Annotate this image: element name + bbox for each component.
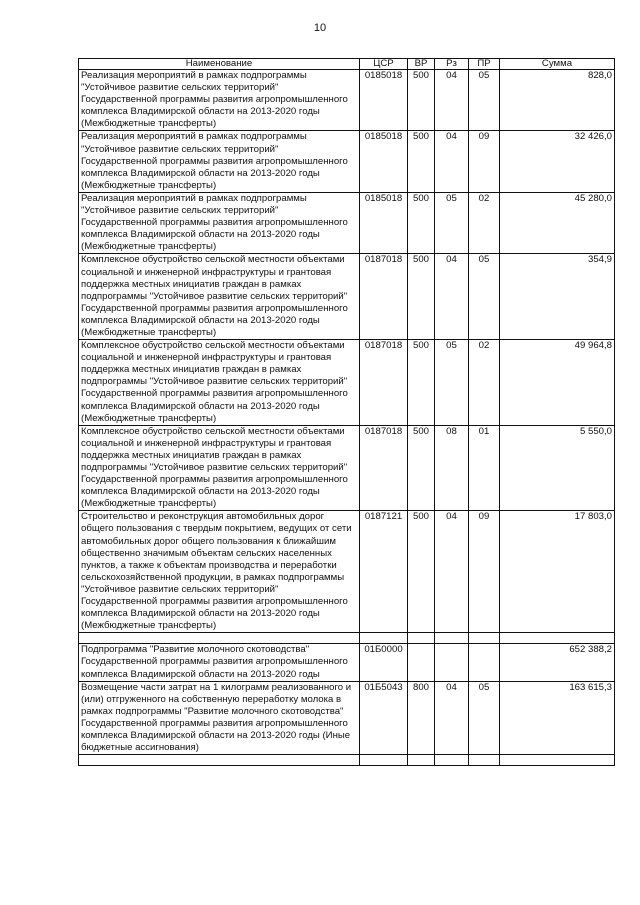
table-row bbox=[79, 70, 615, 131]
empty-cell bbox=[469, 633, 500, 644]
row-pr: 05 bbox=[469, 70, 500, 131]
row-name: Реализация мероприятий в рамках подпрограммы "Устойчивое развитие сельских территорий" Государственной программы развития агропромышленного комплекса Владимирской области на 2013-2020 годы (Межбюджетные трансферты) bbox=[79, 70, 360, 131]
header-pr: ПР bbox=[469, 59, 500, 70]
row-sum: 17 803,0 bbox=[500, 511, 615, 633]
empty-cell bbox=[469, 755, 500, 766]
row-sum: 354,9 bbox=[500, 254, 615, 340]
empty-row bbox=[79, 633, 615, 644]
table-row bbox=[79, 340, 615, 426]
row-pr: 09 bbox=[469, 511, 500, 633]
row-pr: 01 bbox=[469, 425, 500, 511]
row-name: Комплексное обустройство сельской местности объектами социальной и инженерной инфраструктуры и грантовая поддержка местных инициатив граждан в рамках подпрограммы "Устойчивое развитие сельских территорий" Государственной программы развития агропромышленного комплекса Владимирской области на 2013-2020 годы (Межбюджетные трансферты) bbox=[79, 340, 360, 426]
table-row bbox=[79, 511, 615, 633]
row-rz: 08 bbox=[435, 425, 469, 511]
row-vr: 500 bbox=[408, 425, 435, 511]
budget-table bbox=[78, 58, 615, 766]
row-csr: 0185018 bbox=[360, 192, 408, 253]
empty-cell bbox=[408, 633, 435, 644]
header-sum: Сумма bbox=[500, 59, 615, 70]
row-vr: 500 bbox=[408, 511, 435, 633]
row-vr: 800 bbox=[408, 681, 435, 755]
header-csr: ЦСР bbox=[360, 59, 408, 70]
row-rz: 04 bbox=[435, 681, 469, 755]
row-rz bbox=[435, 644, 469, 681]
empty-cell bbox=[500, 755, 615, 766]
row-csr: 0187121 bbox=[360, 511, 408, 633]
table-row bbox=[79, 192, 615, 253]
empty-cell bbox=[408, 755, 435, 766]
empty-cell bbox=[435, 755, 469, 766]
row-rz: 04 bbox=[435, 511, 469, 633]
row-name: Строительство и реконструкция автомобильных дорог общего пользования с твердым покрытием, ведущих от сети автомобильных дорог общего пользования к ближайшим общественно значимым объектам сельских населенных пунктов, а также к объектам производства и переработки сельскохозяйственной продукции, в рамках подпрограммы "Устойчивое развитие сельских территорий" Государственной программы развития агропромышленного комплекса Владимирской области на 2013-2020 годы (Межбюджетные трансферты) bbox=[79, 511, 360, 633]
row-name: Реализация мероприятий в рамках подпрограммы "Устойчивое развитие сельских территорий" Государственной программы развития агропромышленного комплекса Владимирской области на 2013-2020 годы (Межбюджетные трансферты) bbox=[79, 131, 360, 192]
row-rz: 04 bbox=[435, 254, 469, 340]
row-pr: 05 bbox=[469, 254, 500, 340]
empty-cell bbox=[435, 633, 469, 644]
row-csr: 0187018 bbox=[360, 254, 408, 340]
header-vr: ВР bbox=[408, 59, 435, 70]
page-number: 10 bbox=[313, 22, 327, 34]
empty-cell bbox=[79, 755, 360, 766]
row-csr: 01Б0000 bbox=[360, 644, 408, 681]
row-csr: 0185018 bbox=[360, 131, 408, 192]
row-vr: 500 bbox=[408, 254, 435, 340]
row-sum: 5 550,0 bbox=[500, 425, 615, 511]
table-header-row bbox=[79, 59, 615, 70]
row-sum: 828,0 bbox=[500, 70, 615, 131]
row-vr: 500 bbox=[408, 70, 435, 131]
row-name: Возмещение части затрат на 1 килограмм реализованного и (или) отгруженного на собственную переработку молока в рамках подпрограммы "Развитие молочного скотоводства" Государственной программы развития агропромышленного комплекса Владимирской области на 2013-2020 годы (Иные бюджетные ассигнования) bbox=[79, 681, 360, 755]
row-rz: 05 bbox=[435, 340, 469, 426]
empty-cell bbox=[360, 633, 408, 644]
row-pr: 02 bbox=[469, 192, 500, 253]
row-sum: 652 388,2 bbox=[500, 644, 615, 681]
row-sum: 45 280,0 bbox=[500, 192, 615, 253]
row-rz: 05 bbox=[435, 192, 469, 253]
row-pr: 05 bbox=[469, 681, 500, 755]
row-csr: 0187018 bbox=[360, 340, 408, 426]
table-row bbox=[79, 131, 615, 192]
table-row bbox=[79, 644, 615, 681]
row-vr: 500 bbox=[408, 192, 435, 253]
row-vr bbox=[408, 644, 435, 681]
row-rz: 04 bbox=[435, 70, 469, 131]
row-vr: 500 bbox=[408, 131, 435, 192]
empty-cell bbox=[79, 633, 360, 644]
header-name: Наименование bbox=[79, 59, 360, 70]
row-name: Комплексное обустройство сельской местности объектами социальной и инженерной инфраструктуры и грантовая поддержка местных инициатив граждан в рамках подпрограммы "Устойчивое развитие сельских территорий" Государственной программы развития агропромышленного комплекса Владимирской области на 2013-2020 годы (Межбюджетные трансферты) bbox=[79, 254, 360, 340]
row-sum: 49 964,8 bbox=[500, 340, 615, 426]
row-csr: 0187018 bbox=[360, 425, 408, 511]
empty-cell bbox=[500, 633, 615, 644]
row-name: Реализация мероприятий в рамках подпрограммы "Устойчивое развитие сельских территорий" Государственной программы развития агропромышленного комплекса Владимирской области на 2013-2020 годы (Межбюджетные трансферты) bbox=[79, 192, 360, 253]
row-sum: 163 615,3 bbox=[500, 681, 615, 755]
row-vr: 500 bbox=[408, 340, 435, 426]
empty-cell bbox=[360, 755, 408, 766]
row-pr: 02 bbox=[469, 340, 500, 426]
row-pr bbox=[469, 644, 500, 681]
table-row bbox=[79, 681, 615, 755]
row-sum: 32 426,0 bbox=[500, 131, 615, 192]
row-name: Подпрограмма "Развитие молочного скотоводства" Государственной программы развития агропромышленного комплекса Владимирской области на 2013-2020 годы bbox=[79, 644, 360, 681]
row-name: Комплексное обустройство сельской местности объектами социальной и инженерной инфраструктуры и грантовая поддержка местных инициатив граждан в рамках подпрограммы "Устойчивое развитие сельских территорий" Государственной программы развития агропромышленного комплекса Владимирской области на 2013-2020 годы (Межбюджетные трансферты) bbox=[79, 425, 360, 511]
header-rz: Рз bbox=[435, 59, 469, 70]
row-csr: 01Б5043 bbox=[360, 681, 408, 755]
row-pr: 09 bbox=[469, 131, 500, 192]
row-rz: 04 bbox=[435, 131, 469, 192]
row-csr: 0185018 bbox=[360, 70, 408, 131]
table-row bbox=[79, 254, 615, 340]
empty-row bbox=[79, 755, 615, 766]
table-row bbox=[79, 425, 615, 511]
